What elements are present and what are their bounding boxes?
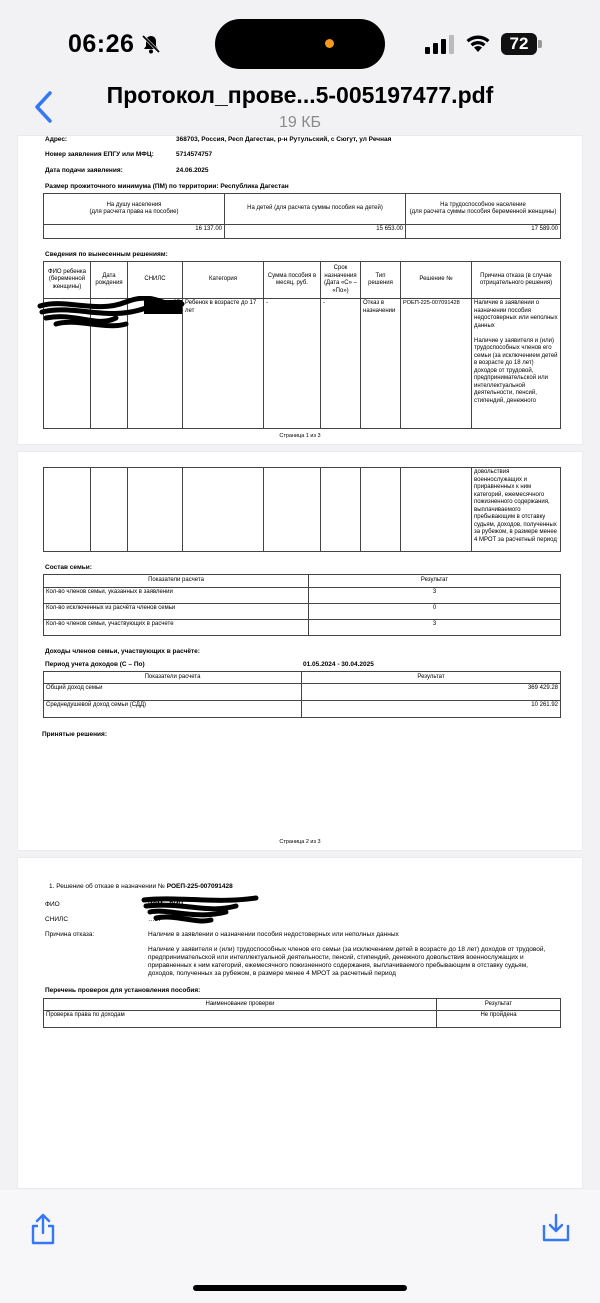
family-header: Показатели расчета: [44, 575, 309, 588]
pm-table: [43, 193, 561, 239]
page-number: Страница 1 из 3: [279, 433, 321, 439]
document-size: 19 КБ: [278, 114, 322, 131]
share-icon[interactable]: [30, 1213, 56, 1245]
dec-header: Категория: [183, 262, 264, 299]
decisions-title: Сведения по вынесенным решениям:: [45, 251, 168, 258]
family-table: [43, 574, 561, 636]
pdf-page-1[interactable]: [18, 136, 582, 444]
pm-value: 16 137.00: [44, 225, 225, 239]
dec-header: Тип решения: [361, 262, 401, 299]
dec-header: Сумма пособия в месяц, руб.: [264, 262, 321, 299]
status-time: 06:26: [68, 30, 135, 58]
table-row: Кол-во членов семьи, указанных в заявлении 3: [44, 588, 561, 604]
epgu-value: 5714574757: [176, 151, 213, 158]
period-value: 01.05.2024 - 30.04.2025: [303, 661, 374, 668]
date-label: Дата подачи заявления:: [45, 167, 123, 174]
table-row: Проверка права по доходам Не пройдена: [44, 1011, 561, 1028]
family-title: Состав семьи:: [45, 564, 92, 571]
checks-header: Наименование проверки: [44, 999, 437, 1011]
address-value: 368703, Россия, Респ Дагестан, р-н Рутульский, с Сюгут, ул Речная: [176, 136, 392, 143]
pm-header: На трудоспособное население (для расчета суммы пособия беременной женщины): [406, 194, 561, 225]
dynamic-island: [215, 19, 385, 69]
fio-value: ИСМ…ВИЧ: [148, 901, 184, 908]
decisions-table: [43, 261, 561, 429]
dec-type-cell: Отказ в назначении: [361, 299, 401, 429]
income-header: Показатели расчета: [44, 672, 302, 684]
dec-reason-cont: довольствия военнослужащих и приравненных к ним категорий, ежемесячного пожизненного содержания, выплачиваемого пребывающим в отставку судьям, доходов, полученных за рубежом, в размере менее 4 МРОТ за расчетный период: [472, 468, 561, 552]
dec-header: ФИО ребенка (беременной женщины): [44, 262, 91, 299]
snils-value: …87: [148, 916, 162, 923]
table-row: Кол-во исключенных из расчёта членов семьи 0: [44, 604, 561, 620]
date-value: 24.06.2025: [176, 167, 209, 174]
dec-header: СНИЛС: [128, 262, 183, 299]
pdf-page-2[interactable]: [18, 452, 582, 850]
redaction-scribble: [36, 296, 186, 332]
pm-title: Размер прожиточного минимума (ПМ) по территории: Республика Дагестан: [45, 183, 289, 190]
snils-label: СНИЛС: [45, 916, 69, 923]
reason-label: Причина отказа:: [45, 931, 95, 938]
dec-header: Причина отказа (в случае отрицательного решения): [472, 262, 561, 299]
dec-header: Решение №: [401, 262, 472, 299]
dec-header: Дата рождения: [91, 262, 128, 299]
decisions-table-cont: [43, 467, 561, 552]
table-row: Среднедушевой доход семьи (СДД) 10 261.92: [44, 701, 561, 718]
family-header: Результат: [309, 575, 561, 588]
checks-table: [43, 998, 561, 1028]
dec-category-cell: Ребенок в возрасте до 17 лет: [183, 299, 264, 429]
checks-title: Перечень проверок для установления пособия:: [45, 987, 201, 994]
decision-number: РОЕП-225-007091428: [166, 883, 233, 890]
period-label: Период учета доходов (С – По): [45, 661, 145, 668]
reason-text-1: Наличие в заявлении о назначении пособия недостоверных или неполных данных: [148, 931, 399, 938]
income-title: Доходы членов семьи, участвующих в расчёте:: [45, 648, 200, 655]
decision-line: 1. Решение об отказе в назначении №: [49, 883, 165, 890]
signal-icon: [425, 34, 455, 54]
battery-level: 72: [501, 33, 537, 55]
dec-sum-cell: -: [264, 299, 321, 429]
address-label: Адрес:: [45, 136, 68, 143]
pdf-page-3[interactable]: [18, 858, 582, 1188]
document-title: Протокол_прове...5-005197477.pdf: [106, 82, 494, 108]
pm-header: На детей (для расчета суммы пособия на детей): [225, 194, 406, 225]
fio-label: ФИО: [45, 901, 60, 908]
pm-value: 17 589.00: [406, 225, 561, 239]
home-indicator[interactable]: [193, 1285, 407, 1291]
checks-header: Результат: [437, 999, 561, 1011]
table-row: Общий доход семьи 369 429.28: [44, 684, 561, 701]
dec-number-cell: РОЕП-225-007091428: [401, 299, 472, 429]
epgu-label: Номер заявления ЕПГУ или МФЦ:: [45, 151, 154, 158]
page-number: Страница 2 из 3: [279, 839, 321, 845]
recording-dot: [325, 39, 334, 48]
pm-value: 15 653.00: [225, 225, 406, 239]
income-table: [43, 671, 561, 718]
income-header: Результат: [302, 672, 561, 684]
dec-reason-cell: Наличие в заявлении о назначении пособия недостоверных или неполных данных Наличие у заявителя и (или) трудоспособных членов его семьи (за исключением детей в возрасте до 18 лет) доходов от трудовой, предпринимательской или интеллектуальной деятельности, пенсий, стипендий, денежного: [472, 299, 561, 429]
battery-icon: [501, 33, 543, 55]
reason-text-2: Наличие у заявителя и (или) трудоспособных членов его семьи (за исключением детей в возрасте до 18 лет) доходов от трудовой, предпринимательской или интеллектуальной деятельности, пенсий, стипендий, денежного довольствия военнослужащих и приравненных к ним категорий, ежемесячного пожизненного содержания, выплачиваемого пребывающим в отставку судьям, доходов, полученных за рубежом, в размере менее 4 МРОТ за расчетный период: [148, 946, 546, 977]
download-icon[interactable]: [541, 1213, 571, 1243]
accepted-title: Принятые решения:: [42, 731, 108, 738]
table-row: Кол-во членов семьи, участвующих в расчете 3: [44, 620, 561, 636]
dec-header: Срок назначения (Дата «С» – «По»): [321, 262, 361, 299]
redaction-scribble: [136, 894, 261, 926]
wifi-icon: [464, 32, 492, 54]
pm-header: На душу населения (для расчета права на пособие): [44, 194, 225, 225]
dec-term-cell: -: [321, 299, 361, 429]
bell-slash-icon: [140, 33, 162, 55]
